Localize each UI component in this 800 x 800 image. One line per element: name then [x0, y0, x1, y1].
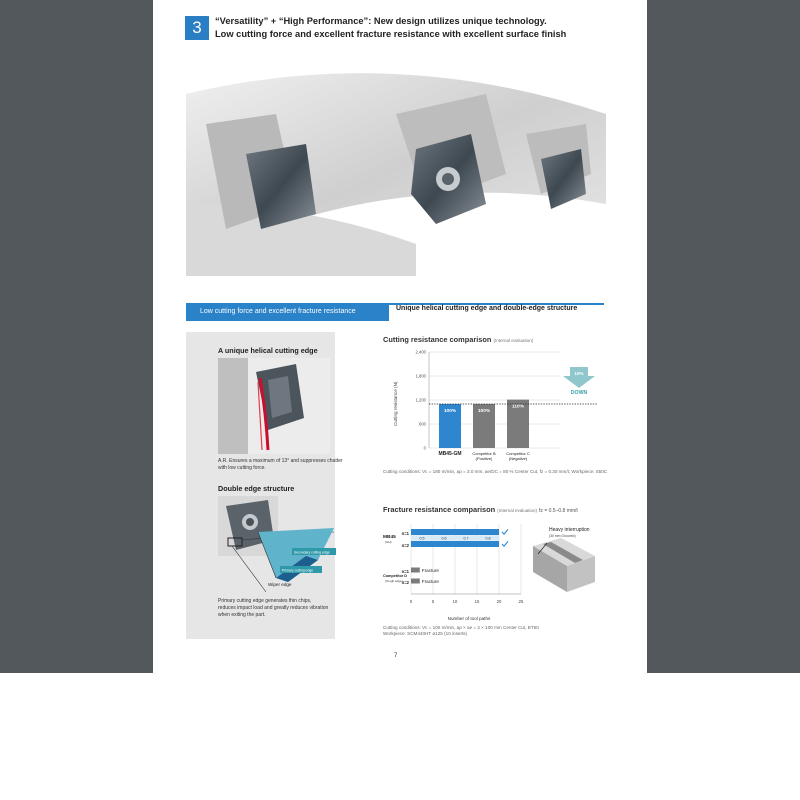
helical-title: A unique helical cutting edge	[218, 346, 318, 355]
catalog-page	[153, 0, 647, 673]
feature-panel	[186, 332, 343, 639]
fracture-x-tick: 15	[474, 599, 480, 604]
fracture-row-label: n=1	[401, 531, 409, 536]
cutting-category-label: Competitor C	[506, 451, 530, 456]
fz-label: 0.8	[485, 536, 491, 541]
fracture-result-label: Fracture	[421, 578, 439, 584]
fracture-resistance-chart	[383, 516, 628, 622]
fracture-x-tick: 10	[452, 599, 458, 604]
cutting-y-tick: 1,200	[415, 397, 426, 403]
down-badge-percent: 10%	[574, 371, 584, 376]
cutting-category-label: Competitor B	[472, 451, 496, 456]
band-left-label: Low cutting force and excellent fracture resistance	[186, 303, 389, 321]
section-number-badge: 3	[185, 16, 209, 40]
cutting-chart-ylabel: Cutting resistance (N)	[393, 381, 398, 426]
fracture-group-sub: (GH)	[385, 540, 392, 544]
fracture-x-tick: 5	[431, 599, 435, 604]
fracture-bar	[411, 579, 420, 584]
fracture-row-label: n=2	[401, 580, 409, 585]
cutting-bar-label: 100%	[443, 409, 457, 414]
cutting-category-sublabel: (Positive)	[475, 456, 493, 461]
fracture-x-tick: 20	[496, 599, 502, 604]
heavy-interruption-sub: (30 mm Grooved)	[549, 534, 576, 538]
workpiece-illustration	[533, 527, 595, 592]
check-icon	[502, 529, 508, 534]
fracture-chart-title: Fracture resistance comparison (Internal evaluation) fz = 0.5–0.8 mm/t	[383, 505, 578, 514]
cutter-insert-photo	[186, 54, 606, 276]
check-icon	[502, 541, 508, 546]
fracture-bar	[411, 541, 499, 547]
fracture-bar	[411, 568, 420, 573]
primary-edge-label: Primary cutting edge	[282, 568, 314, 573]
fracture-row-label: n=1	[401, 569, 409, 574]
section-title-line1: “Versatility” + “High Performance”: New design utilizes unique technology.	[215, 16, 547, 26]
cutting-bar-label: 100%	[477, 409, 491, 414]
fracture-group-name: Competitor D	[383, 574, 408, 578]
band-right-label: Unique helical cutting edge and double-edge structure	[396, 305, 578, 312]
down-badge	[563, 367, 595, 396]
cutting-y-tick: 2,400	[415, 349, 426, 355]
cutting-category-label: MB45-GM	[438, 451, 462, 457]
fracture-conditions-line2: Workpiece: SCM440HT ø125 (10 inserts)	[383, 631, 468, 636]
fracture-chart-xlabel: Number of tool paths	[447, 616, 491, 621]
section-band	[186, 303, 604, 321]
fracture-bar	[411, 529, 499, 535]
cutting-conditions: Cutting conditions: Vc = 180 m/min, ap = 3.0 mm, ae/DC = 80 % Center Cut, fz = 0.30 mm/t, Workpiece: S50C	[383, 469, 608, 474]
fracture-result-label: Fracture	[421, 567, 439, 573]
fracture-x-tick: 0	[409, 599, 413, 604]
fz-label: 0.7	[463, 536, 469, 541]
cutting-y-tick: 1,800	[415, 373, 426, 379]
cutting-bar-label: 110%	[511, 404, 525, 410]
fz-label: 0.5	[419, 536, 425, 541]
double-edge-text: Primary cutting edge generates thin chips, reduces impact load and greatly reduces vibration when exiting the part.	[218, 598, 329, 618]
cutting-y-tick: 0	[423, 445, 426, 451]
fracture-group-sub: (Tough edge)	[385, 579, 403, 583]
down-badge-word: DOWN	[570, 390, 588, 396]
cutting-chart-title: Cutting resistance comparison (Internal evaluation)	[383, 335, 534, 344]
fracture-conditions-line1: Cutting conditions: Vc = 100 m/min, ap × ae = 2 × 100 mm Center Cut, BT50	[383, 625, 539, 630]
helical-text: A.R. Ensures a maximum of 13° and suppresses chatter with low cutting force.	[218, 458, 343, 471]
cutting-category-sublabel: (Negative)	[508, 456, 528, 461]
secondary-edge-label: Secondary cutting edge	[294, 550, 330, 555]
heavy-interruption-label: Heavy interruption	[549, 527, 590, 533]
viewer-background	[0, 673, 800, 800]
double-edge-diagram	[218, 496, 338, 594]
fracture-x-tick: 25	[518, 599, 524, 604]
fz-label: 0.6	[441, 536, 447, 541]
cutting-y-tick: 600	[419, 421, 426, 427]
wiper-edge-label: Wiper edge	[268, 582, 292, 587]
page-number: 7	[394, 653, 398, 659]
cutting-resistance-chart	[383, 344, 613, 466]
fracture-row-label: n=2	[401, 543, 409, 548]
fracture-group-name: MB45	[383, 535, 396, 540]
helical-edge-photo	[218, 358, 330, 454]
section-title-line2: Low cutting force and excellent fracture resistance with excellent surface finish	[215, 29, 567, 39]
double-edge-title: Double edge structure	[218, 484, 295, 493]
